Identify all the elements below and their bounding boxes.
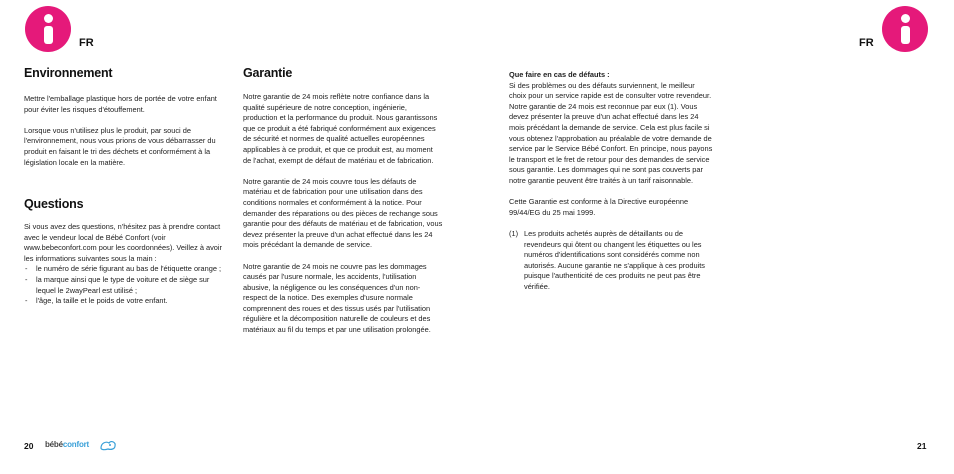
environnement-paragraph: Lorsque vous n'utilisez plus le produit, par souci de l'environnement, nous vous prions de vous débarrasser du produit en faisant le tri des déchets et conformément à la législation locale en la matière.: [24, 125, 216, 167]
defauts-section: [509, 70, 713, 292]
garantie-paragraph: Notre garantie de 24 mois couvre tous les défauts de matériau et de fabrication pour une utilisation dans des conditions normales et conformément à la notice. Pour demander des réparations ou des pièces de rechange sous garantie pour des défauts de matériau et de fabrication, vous devez présenter la preuve d'un achat effectué dans les 24 mois précédant la demande de service.: [243, 176, 443, 250]
footnote-marker: (1): [509, 228, 519, 238]
environnement-heading: Environnement: [24, 66, 113, 80]
questions-heading: Questions: [24, 197, 84, 211]
logo-text-bebe: bébé: [45, 440, 63, 449]
directive-paragraph: Cette Garantie est conforme à la Directive européenne 99/44/EG du 25 mai 1999.: [509, 197, 689, 217]
questions-intro: Si vous avez des questions, n'hésitez pas à prendre contact avec le vendeur local de Bébé Confort (voir www.bebeconfort.com pour les coordonnées). Veillez à avoir les informations suivantes sous la main :: [24, 222, 223, 263]
page-number-right: 21: [917, 441, 927, 451]
footnote: [509, 229, 713, 293]
language-label-left: FR: [79, 37, 94, 49]
garantie-heading: Garantie: [243, 66, 293, 80]
page-number-left: 20: [24, 441, 34, 451]
defauts-paragraph: Si des problèmes ou des défauts surviennent, le meilleur choix pour un service rapide est de consulter votre revendeur. Notre garantie de 24 mois est reconnue par eux (1). Vous devez présenter la preuve d'un achat effectué dans les 24 mois précédant la demande de service. Cela est plus facile si vous obtenez l'approbation au préalable de votre demande de service par le Service Bébé Confort. En principe, nous payons le transport et le fret de retour pour des demandes de service sous garantie. Les dommages qui ne sont pas couverts par notre garantie peuvent être traités à un tarif raisonnable.: [509, 80, 713, 185]
list-item: - le numéro de série figurant au bas de l'étiquette orange ;: [24, 264, 230, 275]
info-icon-left: [25, 6, 71, 52]
language-label-right: FR: [859, 37, 874, 49]
garantie-section: [243, 92, 443, 346]
logo-text-confort: confort: [62, 440, 90, 449]
environnement-section: [24, 94, 230, 179]
questions-section: [24, 222, 230, 307]
footnote-text: Les produits achetés auprès de détaillants ou de revendeurs qui ôtent ou changent les étiquettes ou les numéros d'identifications sont considérés comme non autorisés. Aucune garantie ne s'applique à ces produits puisque l'authenticité de ces produits ne peut pas être vérifiée.: [524, 228, 705, 291]
questions-list: [24, 264, 230, 306]
brand-logo: [45, 440, 89, 449]
defauts-subheading: Que faire en cas de défauts :: [509, 70, 610, 79]
environnement-paragraph: Mettre l'emballage plastique hors de portée de votre enfant pour éviter les risques d'étouffement.: [24, 94, 217, 114]
list-item: - l'âge, la taille et le poids de votre enfant.: [24, 296, 230, 307]
bebeconfort-logo-icon: [99, 439, 117, 451]
info-icon-right: [882, 6, 928, 52]
garantie-paragraph: Notre garantie de 24 mois reflète notre confiance dans la qualité supérieure de notre conception, ingénierie, production et la performance du produit. Nous garantissons que ce produit a été fabriqué conformément aux exigences de sécurité et normes de qualité actuelles européennes applicables à ce produit, et que ce produit est, au moment de l'achat, exempt de défaut de matériau et de fabrication.: [243, 92, 438, 165]
garantie-paragraph: Notre garantie de 24 mois ne couvre pas les dommages causés par l'usure normale, les accidents, l'utilisation abusive, la négligence ou les conséquences d'un non-respect de la notice. Des exemples d'usure normale comprennent des roues et des tissus usés par l'utilisation régulière et la décomposition naturelle de couleurs et des matériaux au fil du temps et par une utilisation prolongée.: [243, 261, 431, 335]
list-item: - la marque ainsi que le type de voiture et de siège sur lequel le 2wayPearl est utilisé ;: [24, 275, 230, 296]
